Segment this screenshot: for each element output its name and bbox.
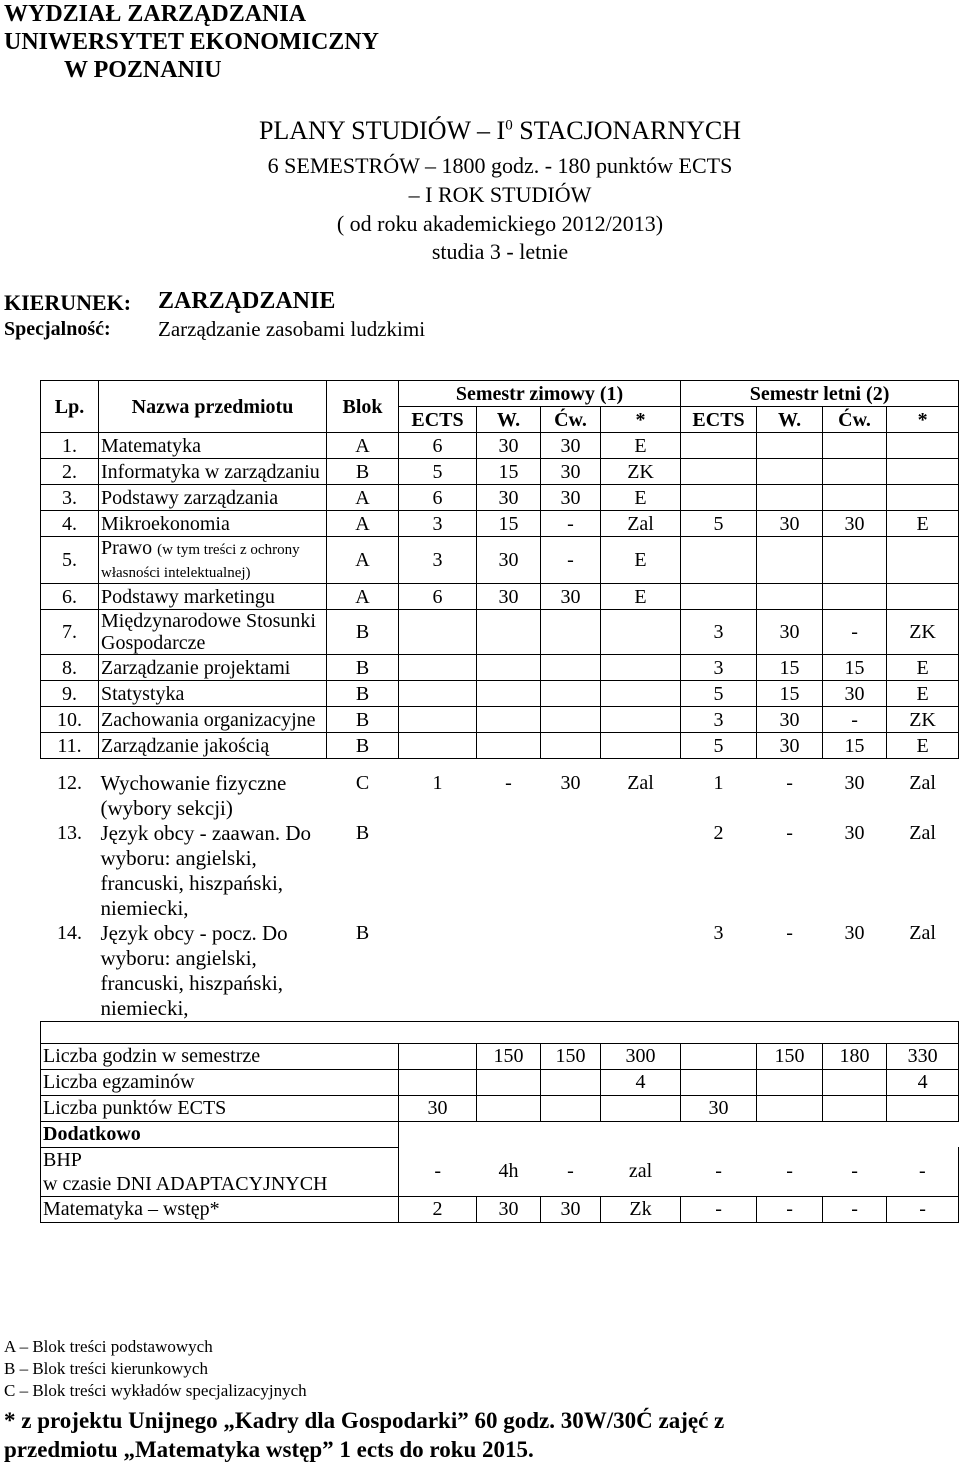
row-z-w: - xyxy=(505,771,512,794)
row-l-star xyxy=(887,485,959,511)
row-z-cw: - xyxy=(541,511,601,537)
row-z-cw xyxy=(541,821,601,921)
row-l-ects: 3 xyxy=(681,655,757,681)
summary-z-star: 300 xyxy=(601,1043,681,1069)
mat-wstep-l-star: - xyxy=(887,1196,959,1222)
course-name: Informatyka w zarządzaniu xyxy=(101,460,320,483)
header-summer-star: * xyxy=(887,407,959,433)
row-name xyxy=(99,459,327,485)
summary-l-ects: 30 xyxy=(681,1095,757,1121)
legend-c: C – Blok treści wykładów specjalizacyjnych xyxy=(4,1381,307,1400)
row-z-w xyxy=(477,681,541,707)
table-row xyxy=(41,681,959,707)
row-z-w: 30 xyxy=(477,433,541,459)
row-z-star xyxy=(601,921,681,1022)
row-l-star: E xyxy=(887,655,959,681)
row-z-w xyxy=(477,655,541,681)
row-l-cw: - xyxy=(823,707,887,733)
table-row xyxy=(41,537,959,584)
row-lp: 12. xyxy=(57,771,82,794)
row-l-w: - xyxy=(786,921,793,944)
summary-z-w xyxy=(477,1095,541,1121)
row-blok: A xyxy=(327,433,399,459)
summary-z-w: 150 xyxy=(477,1043,541,1069)
course-name: Podstawy zarządzania xyxy=(101,486,279,509)
header-summer-cw: Ćw. xyxy=(823,407,887,433)
row-l-cw: 30 xyxy=(844,771,865,794)
course-name: Zarządzanie projektami xyxy=(101,656,291,679)
course-name: Podstawy marketingu xyxy=(101,585,275,608)
summary-l-w xyxy=(757,1095,823,1121)
row-z-cw xyxy=(541,681,601,707)
mat-wstep-l-cw: - xyxy=(823,1196,887,1222)
row-l-star: ZK xyxy=(887,610,959,655)
row-z-w: 30 xyxy=(477,584,541,610)
header-lp: Lp. xyxy=(41,381,99,433)
university-name: UNIWERSYTET EKONOMICZNY xyxy=(4,29,379,55)
row-blok: B xyxy=(327,707,399,733)
row-z-star: Zal xyxy=(601,511,681,537)
header-winter-ects: ECTS xyxy=(399,407,477,433)
spacer-row-2 xyxy=(41,1021,959,1043)
row-blok: C xyxy=(355,771,370,794)
row-l-cw xyxy=(823,459,887,485)
mat-wstep-l-ects: - xyxy=(681,1196,757,1222)
plan-hours: 6 SEMESTRÓW – 1800 godz. - 180 punktów ECTS xyxy=(267,153,733,178)
course-name: Międzynarodowe Stosunki Gospodarcze xyxy=(101,610,316,654)
summary-row xyxy=(41,1069,959,1095)
summary-l-star: 330 xyxy=(887,1043,959,1069)
row-blok: A xyxy=(327,537,399,584)
summary-l-star xyxy=(887,1095,959,1121)
row-l-w: 15 xyxy=(757,681,823,707)
row-name xyxy=(99,584,327,610)
row-lp: 6. xyxy=(41,584,99,610)
row-blok: B xyxy=(327,681,399,707)
row-l-w xyxy=(757,433,823,459)
summary-z-star: 4 xyxy=(601,1069,681,1095)
course-name: Prawo xyxy=(101,537,153,559)
row-name: Język obcy - pocz. Do wyboru: angielski, francuski, hiszpański, niemiecki, xyxy=(100,920,288,1020)
row-l-star xyxy=(887,459,959,485)
row-z-ects xyxy=(399,681,477,707)
row-blok: A xyxy=(327,511,399,537)
summary-l-w xyxy=(757,1069,823,1095)
row-z-star xyxy=(601,681,681,707)
legend-a: A – Blok treści podstawowych xyxy=(4,1337,213,1356)
row-l-ects: 1 xyxy=(713,771,724,794)
row-l-star: ZK xyxy=(887,707,959,733)
row-l-cw: 15 xyxy=(823,655,887,681)
row-z-ects xyxy=(399,921,477,1022)
summary-z-ects: 30 xyxy=(399,1095,477,1121)
row-lp: 7. xyxy=(41,610,99,655)
row-z-ects xyxy=(399,821,477,921)
summary-label: Liczba punktów ECTS xyxy=(41,1095,399,1121)
row-z-star: E xyxy=(601,537,681,584)
table-row xyxy=(41,821,959,921)
row-z-w xyxy=(477,921,541,1022)
row-l-star xyxy=(887,433,959,459)
dodatkowo-label: Dodatkowo xyxy=(41,1121,399,1147)
row-z-cw: 30 xyxy=(541,433,601,459)
kierunek-label: KIERUNEK: xyxy=(4,290,132,315)
summary-z-star xyxy=(601,1095,681,1121)
bhp-z-cw: - xyxy=(567,1160,574,1183)
row-l-w: 30 xyxy=(757,707,823,733)
footnote-line-2: przedmiotu „Matematyka wstęp” 1 ects do roku 2015. xyxy=(4,1437,534,1462)
bhp-l-cw: - xyxy=(851,1160,858,1183)
mat-wstep-z-w: 30 xyxy=(477,1196,541,1222)
row-blok: B xyxy=(327,610,399,655)
row-blok: B xyxy=(355,921,370,944)
table-row xyxy=(41,610,959,655)
row-l-cw: - xyxy=(823,610,887,655)
dodatkowo-row xyxy=(41,1121,959,1147)
row-name xyxy=(99,610,327,655)
summary-z-ects xyxy=(399,1043,477,1069)
row-l-cw: 30 xyxy=(823,681,887,707)
header-blok: Blok xyxy=(327,381,399,433)
summary-row xyxy=(41,1043,959,1069)
header-summer-w: W. xyxy=(757,407,823,433)
kierunek-value: ZARZĄDZANIE xyxy=(158,288,336,314)
table-row xyxy=(41,511,959,537)
summary-l-cw xyxy=(823,1095,887,1121)
spacer-row xyxy=(41,759,959,771)
row-l-cw: 15 xyxy=(823,733,887,759)
row-z-ects xyxy=(399,707,477,733)
row-blok: A xyxy=(327,584,399,610)
row-z-star: Zal xyxy=(627,771,654,794)
row-z-star xyxy=(601,707,681,733)
table-row xyxy=(41,584,959,610)
row-z-w xyxy=(477,707,541,733)
row-lp: 2. xyxy=(41,459,99,485)
row-l-w xyxy=(757,537,823,584)
row-z-star: E xyxy=(601,433,681,459)
summary-z-cw xyxy=(541,1095,601,1121)
row-z-w xyxy=(477,821,541,921)
specjalnosc-value: Zarządzanie zasobami ludzkimi xyxy=(158,317,426,341)
header-summer-ects: ECTS xyxy=(681,407,757,433)
summary-l-ects xyxy=(681,1069,757,1095)
course-name: Statystyka xyxy=(101,682,185,705)
row-l-ects: 3 xyxy=(681,610,757,655)
row-z-star: E xyxy=(601,584,681,610)
row-z-cw xyxy=(541,655,601,681)
row-name xyxy=(99,511,327,537)
header-winter-cw: Ćw. xyxy=(541,407,601,433)
row-z-ects: 3 xyxy=(399,537,477,584)
row-z-w: 15 xyxy=(477,511,541,537)
row-l-cw: 30 xyxy=(823,511,887,537)
table-row xyxy=(41,733,959,759)
bhp-z-star: zal xyxy=(628,1160,653,1183)
table-row xyxy=(41,921,959,1022)
row-l-star xyxy=(887,537,959,584)
row-l-star xyxy=(887,584,959,610)
plan-academic-year: ( od roku akademickiego 2012/2013) xyxy=(336,211,664,236)
row-z-ects: 6 xyxy=(399,485,477,511)
row-l-ects: 3 xyxy=(681,707,757,733)
legend-b: B – Blok treści kierunkowych xyxy=(4,1359,208,1378)
row-l-ects xyxy=(681,485,757,511)
summary-l-ects xyxy=(681,1043,757,1069)
plan-year: – I ROK STUDIÓW xyxy=(408,182,592,207)
row-l-w xyxy=(757,584,823,610)
row-name xyxy=(99,485,327,511)
footnote-line-1: * z projektu Unijnego „Kadry dla Gospodarki” 60 godz. 30W/30Ć zajęć z xyxy=(4,1408,725,1433)
bhp-z-ects: - xyxy=(399,1147,477,1196)
extra-course-rows xyxy=(41,771,959,1022)
row-name xyxy=(99,681,327,707)
bhp-l-ects: - xyxy=(715,1160,722,1183)
course-name: Mikroekonomia xyxy=(101,512,230,535)
summary-l-w: 150 xyxy=(757,1043,823,1069)
faculty-name: WYDZIAŁ ZARZĄDZANIA xyxy=(4,1,307,27)
mat-wstep-label: Matematyka – wstęp* xyxy=(41,1196,399,1222)
row-l-ects xyxy=(681,584,757,610)
row-z-ects: 6 xyxy=(399,433,477,459)
row-l-w: - xyxy=(786,821,793,844)
mat-wstep-row xyxy=(41,1196,959,1222)
mat-wstep-l-w: - xyxy=(757,1196,823,1222)
row-l-star: Zal xyxy=(909,771,936,794)
course-name-note: (w tym treści z ochrony własności intelektualnej) xyxy=(101,542,300,581)
row-l-ects: 5 xyxy=(681,733,757,759)
row-z-cw xyxy=(541,921,601,1022)
row-l-star: E xyxy=(887,733,959,759)
mat-wstep-z-star: Zk xyxy=(601,1196,681,1222)
row-z-star xyxy=(601,610,681,655)
row-z-cw: 30 xyxy=(560,771,581,794)
summary-label: Liczba egzaminów xyxy=(41,1069,399,1095)
row-z-ects: 5 xyxy=(399,459,477,485)
row-name xyxy=(99,733,327,759)
bhp-l-star: - xyxy=(887,1147,959,1196)
plan-title-post: STACJONARNYCH xyxy=(512,116,742,145)
university-city: W POZNANIU xyxy=(64,57,222,83)
row-l-star: E xyxy=(887,681,959,707)
row-l-ects: 3 xyxy=(713,921,724,944)
row-z-cw: 30 xyxy=(541,584,601,610)
row-z-star xyxy=(601,655,681,681)
row-z-ects xyxy=(399,733,477,759)
row-name xyxy=(99,707,327,733)
row-lp: 11. xyxy=(41,733,99,759)
row-z-cw xyxy=(541,733,601,759)
bhp-label-2: w czasie DNI ADAPTACYJNYCH xyxy=(43,1172,328,1195)
row-blok: B xyxy=(327,733,399,759)
row-l-ects xyxy=(681,459,757,485)
row-l-ects: 2 xyxy=(713,821,724,844)
row-z-w: 15 xyxy=(477,459,541,485)
header-winter-star: * xyxy=(601,407,681,433)
row-l-cw xyxy=(823,433,887,459)
row-z-cw: 30 xyxy=(541,485,601,511)
bhp-row xyxy=(41,1147,959,1196)
header-summer: Semestr letni (2) xyxy=(681,381,959,407)
row-lp: 14. xyxy=(57,921,82,944)
row-blok: B xyxy=(327,655,399,681)
row-z-star: ZK xyxy=(601,459,681,485)
row-name xyxy=(99,537,327,584)
row-z-cw xyxy=(541,707,601,733)
row-lp: 1. xyxy=(41,433,99,459)
row-l-w: 30 xyxy=(757,610,823,655)
row-l-ects: 5 xyxy=(681,681,757,707)
course-name: Matematyka xyxy=(101,434,201,457)
course-name: Zachowania organizacyjne xyxy=(101,708,316,731)
summary-z-ects xyxy=(399,1069,477,1095)
row-lp: 4. xyxy=(41,511,99,537)
plan-duration: studia 3 - letnie xyxy=(431,239,569,264)
row-z-cw: 30 xyxy=(541,459,601,485)
row-l-ects xyxy=(681,433,757,459)
row-l-w: 30 xyxy=(757,733,823,759)
row-lp: 5. xyxy=(41,537,99,584)
row-l-w: - xyxy=(786,771,793,794)
row-z-ects: 1 xyxy=(432,771,443,794)
bhp-l-w: - xyxy=(786,1160,793,1183)
table-row xyxy=(41,433,959,459)
table-row xyxy=(41,459,959,485)
row-name: Język obcy - zaawan. Do wyboru: angielski, francuski, hiszpański, niemiecki, xyxy=(100,820,311,920)
row-l-cw: 30 xyxy=(844,921,865,944)
row-name: Wychowanie fizyczne (wybory sekcji) xyxy=(100,770,287,820)
row-z-ects: 6 xyxy=(399,584,477,610)
summary-l-star: 4 xyxy=(887,1069,959,1095)
summary-rows xyxy=(41,1043,959,1121)
row-z-ects xyxy=(399,655,477,681)
row-l-star: E xyxy=(887,511,959,537)
summary-row xyxy=(41,1095,959,1121)
table-row xyxy=(41,771,959,821)
bhp-z-w: 4h xyxy=(498,1160,519,1183)
row-l-ects xyxy=(681,537,757,584)
course-rows xyxy=(41,433,959,759)
row-l-cw: 30 xyxy=(844,821,865,844)
row-z-ects: 3 xyxy=(399,511,477,537)
row-z-w: 30 xyxy=(477,485,541,511)
mat-wstep-z-ects: 2 xyxy=(399,1196,477,1222)
row-l-w xyxy=(757,485,823,511)
plan-title-pre: PLANY STUDIÓW – I xyxy=(258,116,506,145)
course-name: Zarządzanie jakością xyxy=(101,734,270,757)
row-z-star xyxy=(601,821,681,921)
row-z-w: 30 xyxy=(477,537,541,584)
row-z-star: E xyxy=(601,485,681,511)
summary-l-cw: 180 xyxy=(823,1043,887,1069)
row-z-cw xyxy=(541,610,601,655)
row-z-ects xyxy=(399,610,477,655)
row-l-w xyxy=(757,459,823,485)
study-plan-table xyxy=(40,380,959,1223)
summary-l-cw xyxy=(823,1069,887,1095)
summary-z-cw xyxy=(541,1069,601,1095)
row-l-cw xyxy=(823,584,887,610)
plan-title xyxy=(200,116,800,146)
header-winter: Semestr zimowy (1) xyxy=(399,381,681,407)
specjalnosc-label: Specjalność: xyxy=(4,318,111,340)
row-lp: 9. xyxy=(41,681,99,707)
plan-title-sup: 0 xyxy=(505,117,513,134)
summary-z-w xyxy=(477,1069,541,1095)
row-z-w xyxy=(477,733,541,759)
row-l-star: Zal xyxy=(909,921,936,944)
row-l-cw xyxy=(823,485,887,511)
row-lp: 13. xyxy=(57,821,82,844)
row-lp: 3. xyxy=(41,485,99,511)
row-l-cw xyxy=(823,537,887,584)
row-blok: B xyxy=(355,821,370,844)
row-l-star: Zal xyxy=(909,821,936,844)
table-row xyxy=(41,707,959,733)
row-blok: B xyxy=(327,459,399,485)
row-l-w: 30 xyxy=(757,511,823,537)
summary-z-cw: 150 xyxy=(541,1043,601,1069)
mat-wstep-z-cw: 30 xyxy=(541,1196,601,1222)
row-l-w: 15 xyxy=(757,655,823,681)
table-row xyxy=(41,655,959,681)
row-l-ects: 5 xyxy=(681,511,757,537)
row-blok: A xyxy=(327,485,399,511)
row-z-star xyxy=(601,733,681,759)
row-name xyxy=(99,655,327,681)
header-name: Nazwa przedmiotu xyxy=(99,381,327,433)
row-name xyxy=(99,433,327,459)
summary-label: Liczba godzin w semestrze xyxy=(41,1043,399,1069)
bhp-label: BHP xyxy=(43,1148,82,1171)
header-winter-w: W. xyxy=(477,407,541,433)
table-header-row xyxy=(41,381,959,407)
row-z-w xyxy=(477,610,541,655)
row-lp: 8. xyxy=(41,655,99,681)
table-row xyxy=(41,485,959,511)
row-lp: 10. xyxy=(41,707,99,733)
row-z-cw: - xyxy=(541,537,601,584)
